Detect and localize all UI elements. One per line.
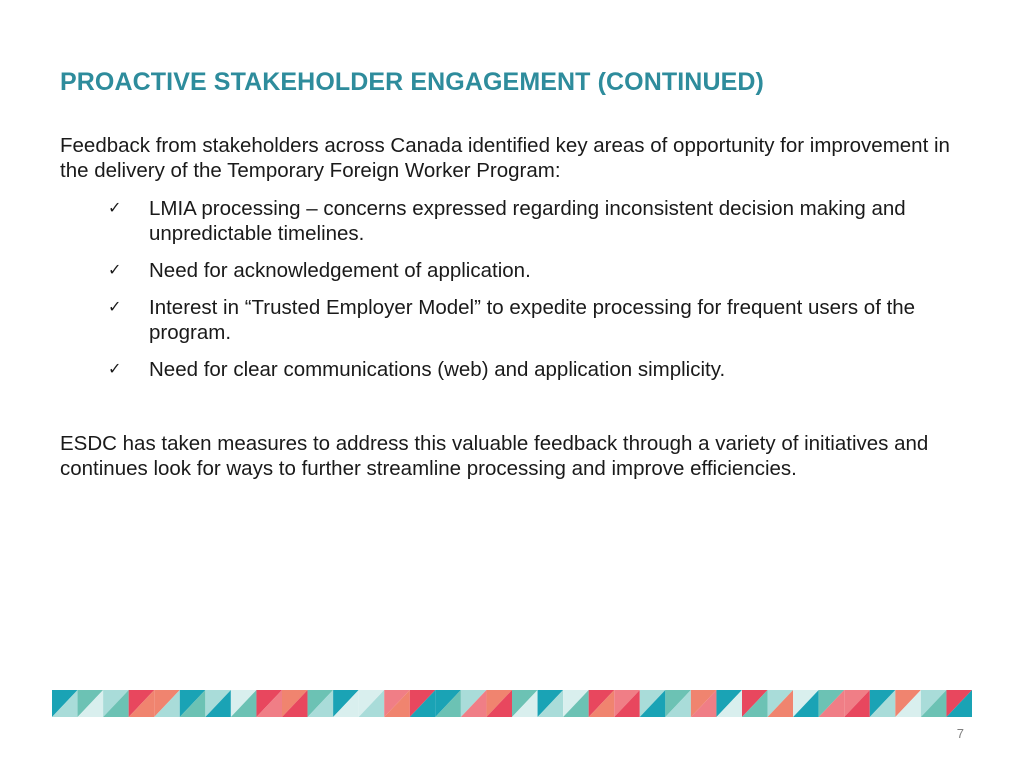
- feedback-item: [108, 357, 968, 382]
- checkmark-icon: ✓: [108, 200, 122, 217]
- feedback-item-text: Need for acknowledgement of application.: [149, 259, 531, 282]
- decorative-triangle-strip: [52, 690, 972, 717]
- feedback-item: [108, 196, 968, 246]
- feedback-item-text: Need for clear communications (web) and application simplicity.: [149, 358, 726, 381]
- intro-paragraph: Feedback from stakeholders across Canada identified key areas of opportunity for improvement in the delivery of the Temporary Foreign Worker Program:: [60, 134, 950, 182]
- checkmark-icon: ✓: [108, 361, 122, 378]
- feedback-item: [108, 258, 968, 283]
- feedback-item-text: Interest in “Trusted Employer Model” to expedite processing for frequent users of the program.: [149, 296, 916, 344]
- checkmark-icon: ✓: [108, 299, 122, 316]
- feedback-list: [108, 196, 968, 394]
- slide-title: PROACTIVE STAKEHOLDER ENGAGEMENT (CONTINUED): [60, 68, 764, 96]
- closing-paragraph: ESDC has taken measures to address this valuable feedback through a variety of initiatives and continues look for ways to further streamline processing and improve efficiencies.: [60, 432, 929, 480]
- feedback-item: [108, 295, 968, 345]
- feedback-item-text: LMIA processing – concerns expressed regarding inconsistent decision making and unpredictable timelines.: [149, 197, 906, 245]
- checkmark-icon: ✓: [108, 262, 122, 279]
- page-number: 7: [956, 726, 964, 741]
